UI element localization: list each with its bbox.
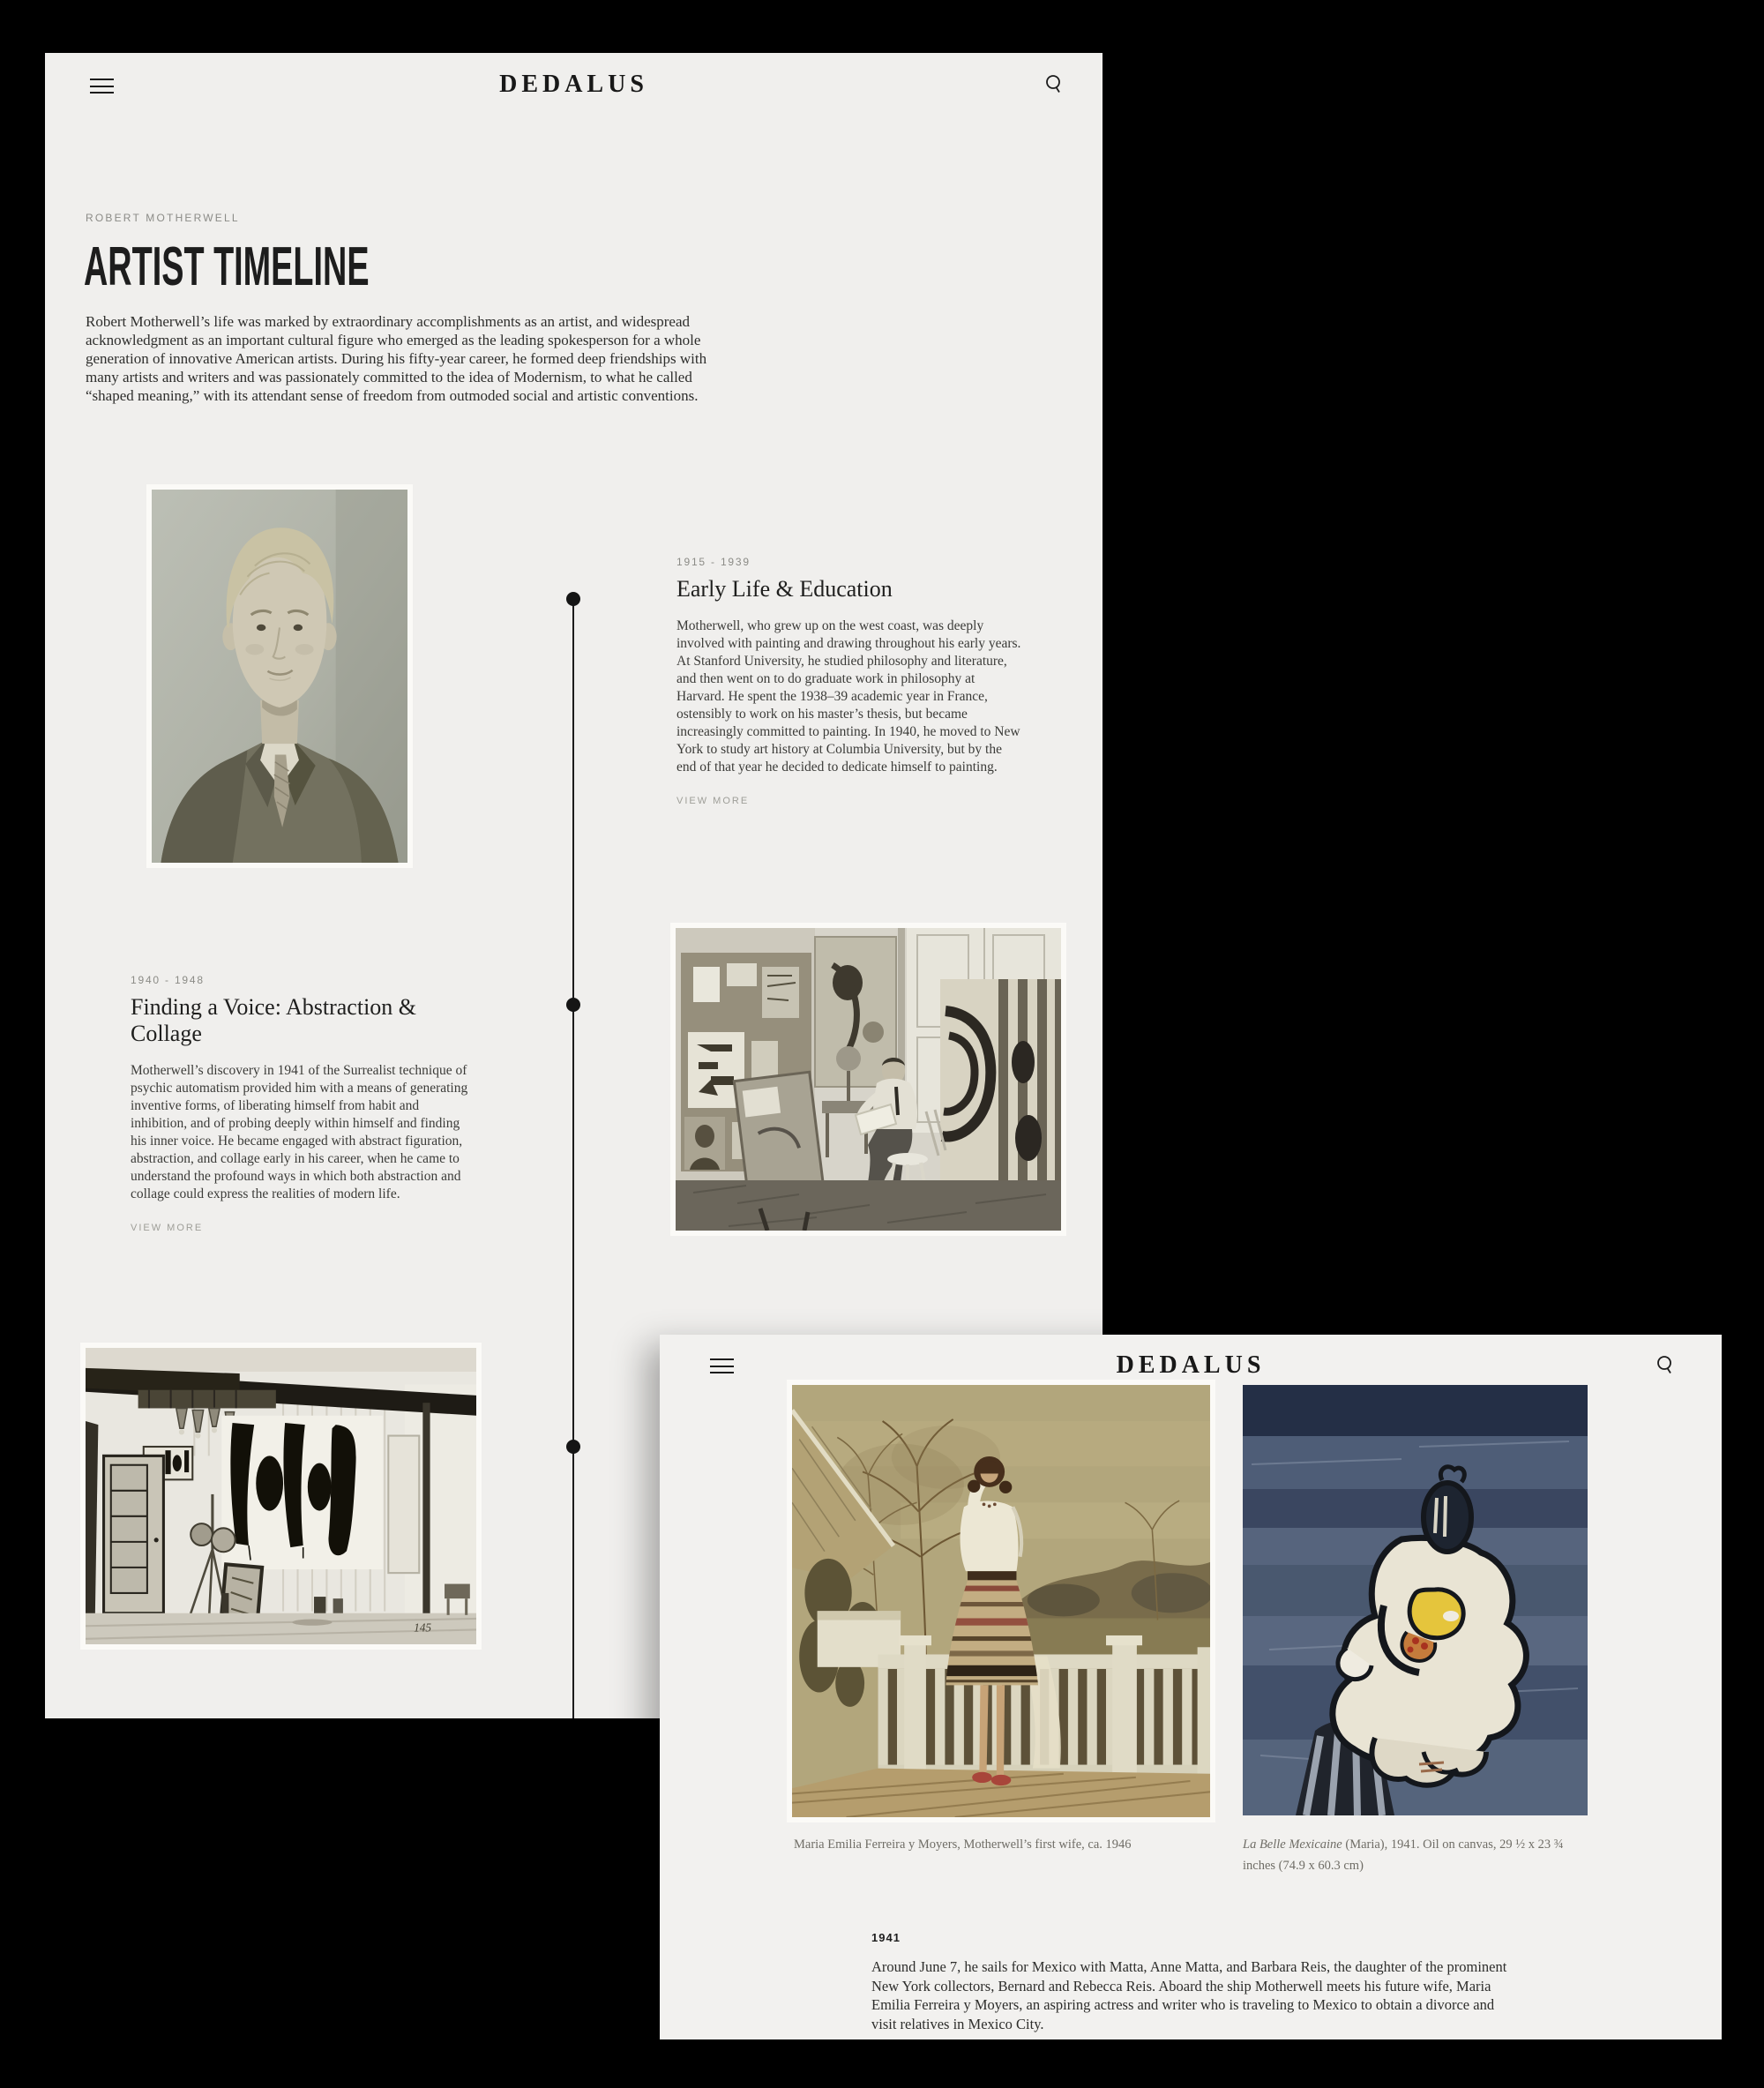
brand-logo: DEDALUS bbox=[499, 71, 648, 98]
artist-eyebrow: ROBERT MOTHERWELL bbox=[86, 212, 240, 224]
entry-dates: 1915 - 1939 bbox=[676, 556, 751, 568]
maria-photo bbox=[787, 1380, 1215, 1822]
search-button[interactable] bbox=[1655, 1354, 1676, 1375]
timeline-dot-3 bbox=[566, 1440, 580, 1454]
search-icon bbox=[1043, 73, 1065, 94]
studio-interior-image bbox=[676, 928, 1061, 1231]
brand-logo: DEDALUS bbox=[1116, 1351, 1266, 1379]
view-more-link[interactable]: VIEW MORE bbox=[676, 796, 750, 806]
search-icon bbox=[1655, 1354, 1676, 1375]
page-title: ARTIST TIMELINE bbox=[84, 236, 370, 297]
caption-la-belle-mexicaine bbox=[1243, 1834, 1588, 1876]
timeline-entry-early-life bbox=[676, 556, 1022, 808]
timeline-year: 1941 bbox=[871, 1931, 901, 1944]
timeline-dot-2 bbox=[566, 998, 580, 1012]
entry-dates: 1940 - 1948 bbox=[131, 974, 205, 986]
intro-paragraph: Robert Motherwell’s life was marked by extraordinary accomplishments as an artist, and widespread acknowledgment as an important cultural figure who emerged as the leading spokesperson for a whole generation of innovative American artists. During his fifty-year career, he formed deep friendships with many artists and writers and was passionately committed to the idea of Modernism, to what he called “shaped meaning,” with its attendant sense of freedom from outmoded social and artistic conventions. bbox=[86, 313, 707, 404]
timeline-line bbox=[572, 599, 574, 1718]
caption-maria: Maria Emilia Ferreira y Moyers, Motherwell’s first wife, ca. 1946 bbox=[794, 1837, 1132, 1852]
elegy-studio-photo bbox=[80, 1343, 482, 1650]
portrait-photo bbox=[146, 484, 413, 868]
timeline-dot-1 bbox=[566, 592, 580, 606]
entry-body: Motherwell’s discovery in 1941 of the Surrealist technique of psychic automatism provided him with a means of generating inventive forms, of liberating himself from habit and inhibition, and of probing deeply within himself and finding his inner voice. He became engaged with abstract figuration, abstraction, and collage early in his career, when he came to understand the profound ways in which both abstraction and collage could express the realities of modern life. bbox=[131, 1063, 468, 1201]
caption-artwork-title: La Belle Mexicaine bbox=[1243, 1837, 1342, 1852]
view-more-link[interactable]: VIEW MORE bbox=[131, 1223, 204, 1233]
la-belle-mexicaine-image bbox=[1243, 1385, 1588, 1815]
timeline-year-body: Around June 7, he sails for Mexico with Matta, Anne Matta, and Barbara Reis, the daughter of the prominent New York collectors, Bernard and Rebecca Reis. Aboard the ship Motherwell meets his future wife, Maria Emilia Ferreira y Moyers, an aspiring actress and writer who is traveling to Mexico to obtain a divorce and visit relatives in Mexico City. bbox=[871, 1958, 1507, 2032]
entry-heading: Finding a Voice: Abstraction & Collage bbox=[131, 994, 417, 1046]
entry-body: Motherwell, who grew up on the west coast, was deeply involved with painting and drawing throughout his early years. At Stanford University, he studied philosophy and literature, and then went on to do graduate work in philosophy at Harvard. He spent the 1938–39 academic year in France, ostensibly to work on his master’s thesis, but became increasingly committed to painting. In 1940, he moved to New York to study art history at Columbia University, but by the end of that year he decided to dedicate himself to painting. bbox=[676, 618, 1021, 775]
maria-porch-image bbox=[792, 1385, 1210, 1817]
search-button[interactable] bbox=[1043, 73, 1065, 94]
entry-heading: Early Life & Education bbox=[676, 576, 893, 602]
elegy-studio-image bbox=[86, 1348, 476, 1644]
portrait-young-motherwell-image bbox=[152, 490, 407, 863]
photo-handwritten-mark: 145 bbox=[414, 1620, 432, 1635]
la-belle-mexicaine-painting bbox=[1243, 1385, 1588, 1815]
timeline-detail-page bbox=[660, 1335, 1722, 2039]
timeline-entry-finding-voice bbox=[131, 974, 476, 1235]
studio-photo bbox=[670, 923, 1066, 1236]
caption-artwork-details: (Maria), 1941. Oil on canvas, 29 ½ x 23 ¾ inches (74.9 x 60.3 cm) bbox=[1243, 1837, 1564, 1873]
